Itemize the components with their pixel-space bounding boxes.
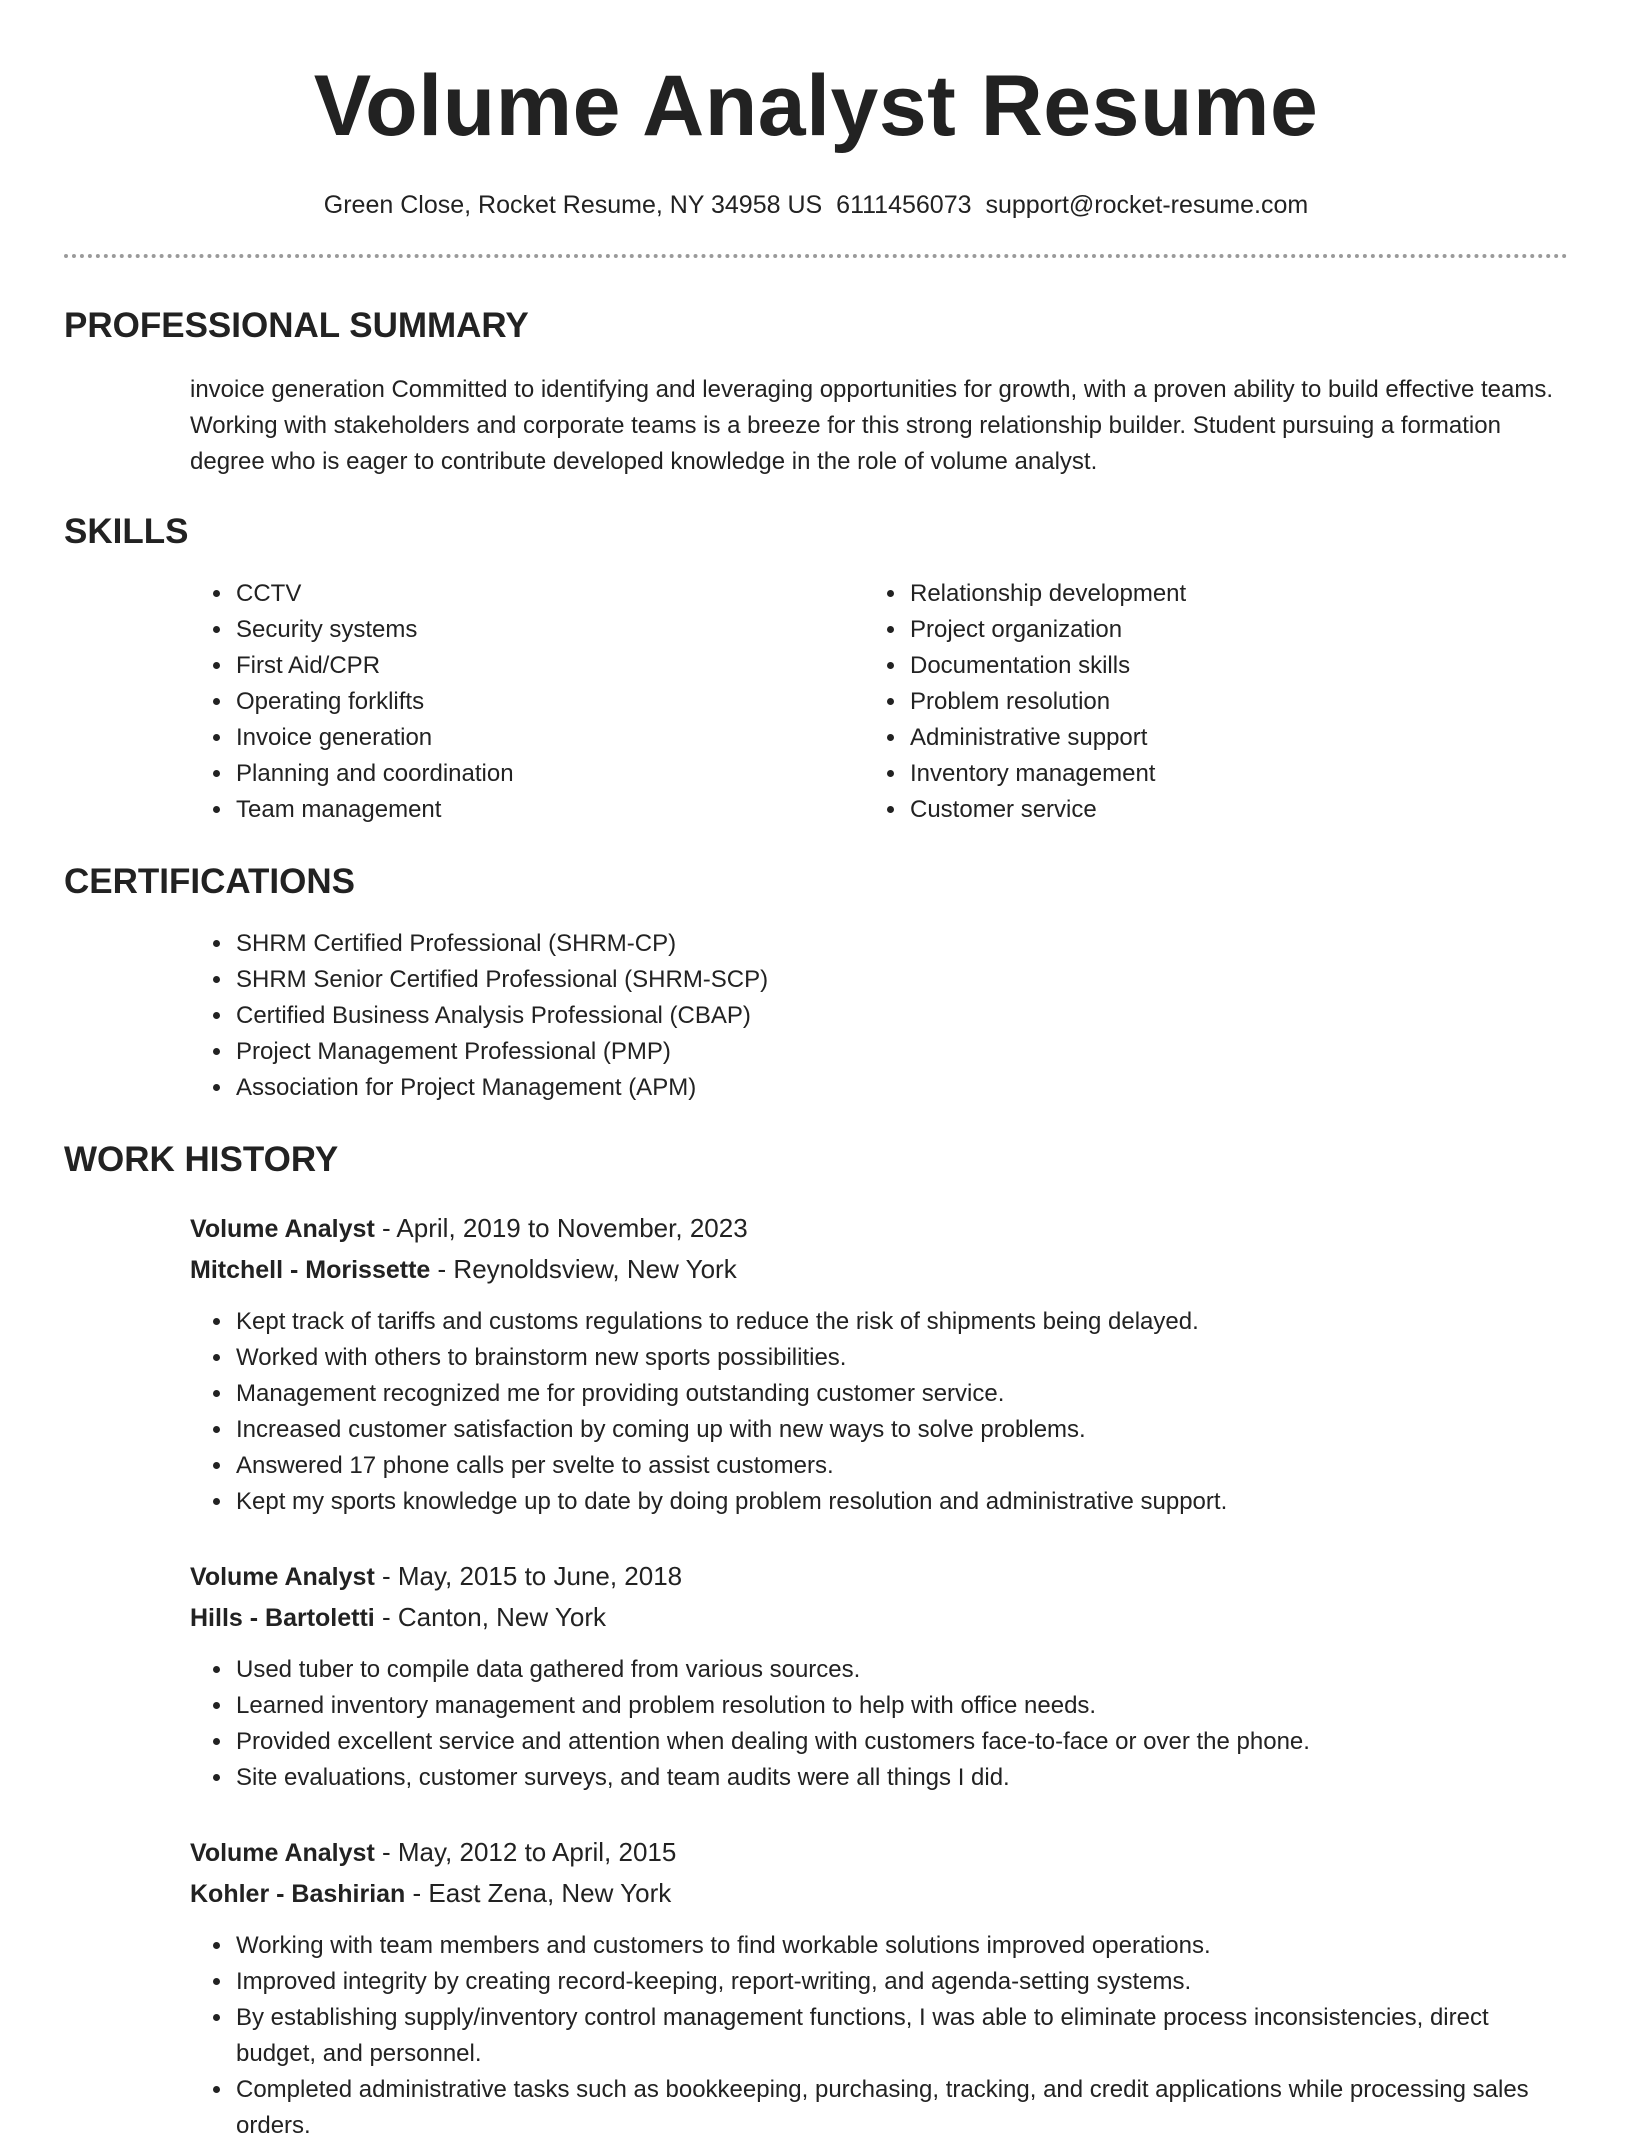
certification-item: • SHRM Certified Professional (SHRM-CP) [234, 926, 1568, 962]
skill-item: • Invoice generation [234, 720, 744, 756]
certifications-list [234, 926, 1568, 1106]
job-title-line [190, 1208, 1568, 1249]
skills-section [64, 510, 1568, 828]
skill-item: • Team management [234, 792, 744, 828]
skill-item: • CCTV [234, 576, 744, 612]
skill-item: • Administrative support [908, 720, 1418, 756]
job-bullet: • Site evaluations, customer surveys, and team audits were all things I did. [234, 1760, 1568, 1796]
job-bullet: • Kept my sports knowledge up to date by doing problem resolution and administrative support. [234, 1484, 1568, 1520]
job-company-line [190, 1873, 1568, 1914]
job-bullet: • Improved integrity by creating record-keeping, report-writing, and agenda-setting systems. [234, 1964, 1568, 2000]
skill-item: • Security systems [234, 612, 744, 648]
summary-heading: PROFESSIONAL SUMMARY [64, 306, 529, 345]
job-location: - Canton, New York [374, 1602, 606, 1632]
job-bullet: • Management recognized me for providing outstanding customer service. [234, 1376, 1568, 1412]
header-divider [64, 254, 1568, 258]
job-bullet: • By establishing supply/inventory control management functions, I was able to eliminate process inconsistencies, direct budget, and personnel. [234, 2000, 1568, 2072]
summary-section [64, 304, 1568, 480]
certification-item: • SHRM Senior Certified Professional (SHRM-SCP) [234, 962, 1568, 998]
certifications-heading: CERTIFICATIONS [64, 862, 356, 901]
job-bullet: • Completed administrative tasks such as bookkeeping, purchasing, tracking, and credit applications while processing sales orders. [234, 2072, 1568, 2144]
job-bullet: • Working with team members and customers to find workable solutions improved operations. [234, 1928, 1568, 1964]
skill-item: • Problem resolution [908, 684, 1418, 720]
job-bullets [234, 1928, 1568, 2144]
job-location: - Reynoldsview, New York [430, 1254, 737, 1284]
job-bullet: • Used tuber to compile data gathered from various sources. [234, 1652, 1568, 1688]
job-entry [190, 1208, 1568, 1520]
skills-list-left [234, 576, 744, 828]
certification-item: • Association for Project Management (APM) [234, 1070, 1568, 1106]
job-company: Hills - Bartoletti [190, 1604, 375, 1632]
job-bullet: • Kept track of tariffs and customs regulations to reduce the risk of shipments being delayed. [234, 1304, 1568, 1340]
skills-columns [64, 576, 1568, 828]
skill-item: • Operating forklifts [234, 684, 744, 720]
job-entry [190, 1556, 1568, 1796]
job-bullet: • Learned inventory management and problem resolution to help with office needs. [234, 1688, 1568, 1724]
job-title-line [190, 1556, 1568, 1597]
job-role: Volume Analyst [190, 1563, 375, 1591]
job-bullets [234, 1652, 1568, 1796]
work-history-section [64, 1138, 1568, 2144]
skill-item: • Inventory management [908, 756, 1418, 792]
job-dates: - April, 2019 to November, 2023 [374, 1213, 748, 1243]
job-bullets [234, 1304, 1568, 1520]
job-bullet: • Worked with others to brainstorm new sports possibilities. [234, 1340, 1568, 1376]
job-entry [190, 1832, 1568, 2144]
job-dates: - May, 2012 to April, 2015 [374, 1837, 677, 1867]
job-bullet: • Increased customer satisfaction by coming up with new ways to solve problems. [234, 1412, 1568, 1448]
certification-item: • Project Management Professional (PMP) [234, 1034, 1568, 1070]
job-location: - East Zena, New York [405, 1878, 672, 1908]
certification-item: • Certified Business Analysis Professional (CBAP) [234, 998, 1568, 1034]
contact-phone: 6111456073 [836, 191, 972, 219]
job-role: Volume Analyst [190, 1215, 375, 1243]
certifications-section [64, 860, 1568, 1106]
skill-item: • Project organization [908, 612, 1418, 648]
summary-text: invoice generation Committed to identifying and leveraging opportunities for growth, with a proven ability to build effective teams. Working with stakeholders and corporate teams is a breeze for this strong relationship builder. Student pursuing a formation degree who is eager to contribute developed knowledge in the role of volume analyst. [190, 376, 1553, 475]
contact-address: Green Close, Rocket Resume, NY 34958 US [323, 191, 823, 219]
skill-item: • Planning and coordination [234, 756, 744, 792]
resume-title: Volume Analyst Resume [313, 58, 1319, 154]
contact-line [64, 188, 1568, 222]
job-bullet: • Answered 17 phone calls per svelte to assist customers. [234, 1448, 1568, 1484]
skills-list-right [908, 576, 1418, 828]
job-title-line [190, 1832, 1568, 1873]
job-role: Volume Analyst [190, 1839, 375, 1867]
skills-heading: SKILLS [64, 512, 189, 551]
skill-item: • Documentation skills [908, 648, 1418, 684]
skill-item: • Relationship development [908, 576, 1418, 612]
job-company-line [190, 1597, 1568, 1638]
skill-item: • First Aid/CPR [234, 648, 744, 684]
job-company: Kohler - Bashirian [190, 1880, 406, 1908]
contact-email: support@rocket-resume.com [985, 191, 1309, 219]
job-company-line [190, 1249, 1568, 1290]
skill-item: • Customer service [908, 792, 1418, 828]
job-dates: - May, 2015 to June, 2018 [374, 1561, 683, 1591]
job-company: Mitchell - Morissette [190, 1256, 431, 1284]
work-history-heading: WORK HISTORY [64, 1140, 339, 1179]
job-bullet: • Provided excellent service and attention when dealing with customers face-to-face or over the phone. [234, 1724, 1568, 1760]
